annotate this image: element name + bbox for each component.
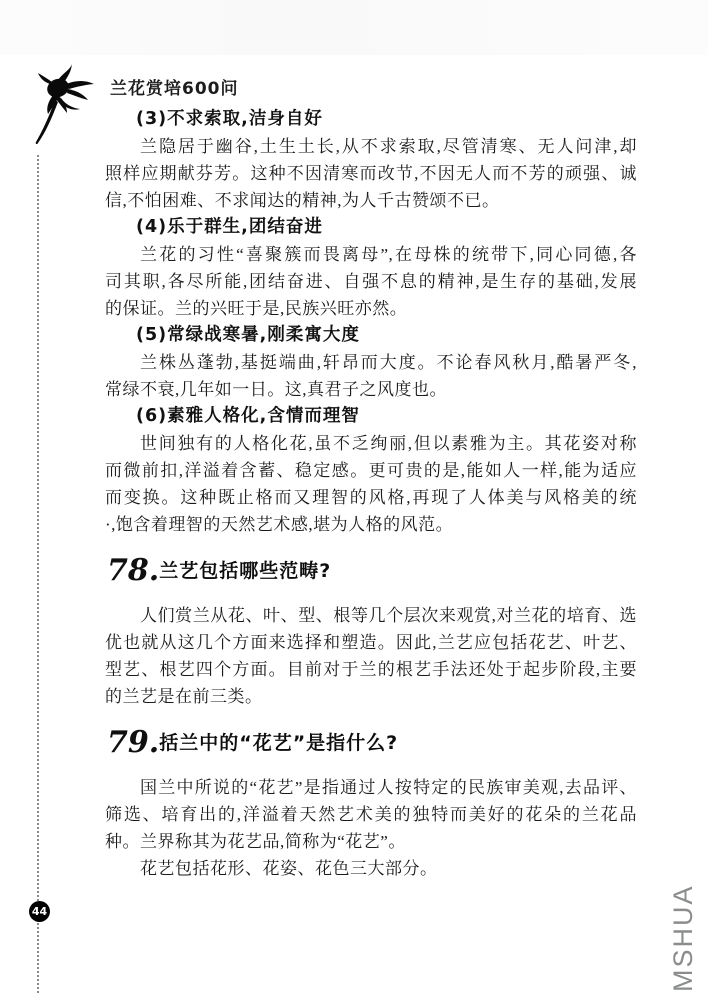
scan-noise [0,0,708,55]
text-line: 兰花的习性“喜聚簇而畏离母”,在母株的统带下,同心同德,各 [140,245,637,264]
text-line: 筛选、培育出的,洋溢着天然艺术美的独特而美好的花朵的兰花品 [105,805,637,824]
text-line: 而微前扣,洋溢着含蓄、稳定感。更可贵的是,能如人一样,能为适应 [105,461,637,480]
text-line: 照样应期献芬芳。这种不因清寒而改节,不因无人而不芳的顽强、诚 [105,164,637,183]
section-heading-6: (6)素雅人格化,含情而理智 [136,406,360,426]
text-line: 国兰中所说的“花艺”是指通过人按特定的民族审美观,去品评、 [140,778,637,797]
binding-dotted-line [37,155,39,993]
text-line: 花艺包括花形、花姿、花色三大部分。 [140,859,438,878]
text-line: 的兰艺是在前三类。 [105,687,263,706]
question-79-heading [105,723,637,767]
section-heading-4: (4)乐于群生,团结奋进 [136,217,323,237]
text-line: 兰隐居于幽谷,土生土长,从不求索取,尽管清寒、无人问津,却 [140,137,637,156]
book-title: 兰花赏培600问 [110,79,239,99]
section-heading-5: (5)常绿战寒暑,刚柔寓大度 [136,325,360,345]
text-line: 而变换。这种既止格而又理智的风格,再现了人体美与风格美的统 [105,488,637,507]
text-line: 的保证。兰的兴旺于是,民族兴旺亦然。 [105,299,408,318]
text-line: 优也就从这几个方面来选择和塑造。因此,兰艺应包括花艺、叶艺、 [105,633,637,652]
watermark-text: MSHUA [668,884,698,992]
section-heading-3: (3)不求索取,洁身自好 [136,109,323,129]
text-line: 世间独有的人格化花,虽不乏绚丽,但以素雅为主。其花姿对称 [140,434,637,453]
text-line: 种。兰界称其为花艺品,简称为“花艺”。 [105,832,406,851]
text-line: 信,不怕困难、不求闻达的精神,为人千古赞颂不已。 [105,191,500,210]
text-line: ·,饱含着理智的天然艺术感,堪为人格的风范。 [105,515,454,534]
page-content [105,106,637,882]
question-78-heading [105,551,637,595]
text-line: 司其职,各尽所能,团结奋进、自强不息的精神,是生存的基础,发展 [105,272,637,291]
page-number-badge: 44 [29,901,50,922]
text-line: 常绿不衰,几年如一日。这,真君子之风度也。 [105,380,447,399]
text-line: 人们赏兰从花、叶、型、根等几个层次来观赏,对兰花的培育、选 [140,606,637,625]
question-title: 兰艺包括哪些范畴? [159,560,332,582]
question-title: 括兰中的“花艺”是指什么? [159,732,399,754]
question-number: 79. [107,725,160,760]
text-line: 型艺、根艺四个方面。目前对于兰的根艺手法还处于起步阶段,主要 [105,660,637,679]
question-number: 78. [107,553,160,588]
orchid-ink-sketch [28,58,108,158]
text-line: 兰株丛蓬勃,基挺端曲,轩昂而大度。不论春风秋月,酷暑严冬, [140,353,637,372]
